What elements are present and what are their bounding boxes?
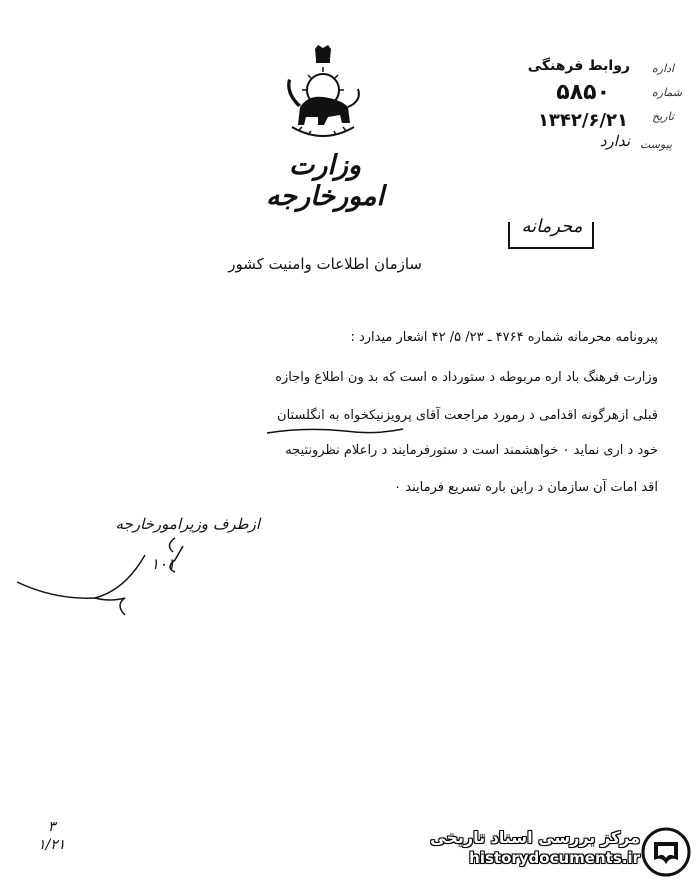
margin-note-line: ۳	[47, 819, 56, 835]
watermark-name: مرکز بررسی اسناد تاریخی	[430, 828, 640, 847]
body-line: وزارت فرهنگ باد اره مربوطه د ستورداد ه است که بد ون اطلاع واجازه	[275, 370, 658, 385]
attachment-label: پیوست	[640, 138, 673, 151]
watermark	[430, 828, 640, 867]
date-label: تاریخ	[652, 110, 674, 123]
number-value: ۵۸۵۰	[556, 80, 610, 105]
handwritten-underline	[265, 425, 405, 439]
body-line: قبلی ازهرگونه اقدامی د رمورد مراجعت آقای پرویزنیکخواه به انگلستان	[277, 408, 658, 423]
confidential-stamp: محرمانه	[521, 216, 583, 237]
watermark-url: historydocuments.ir	[469, 849, 640, 867]
signature-title: ازطرف وزیرامورخارجه	[115, 515, 260, 533]
attachment-value: ندارد	[599, 132, 630, 150]
date-value: ۱۳۴۲/۶/۲۱	[537, 110, 628, 131]
recipient: سازمان اطلاعات وامنیت کشور	[228, 255, 422, 273]
margin-note-line: ۱/۲۱	[38, 837, 66, 853]
handwritten-signature	[15, 520, 235, 620]
lion-and-sun-emblem-icon	[278, 45, 368, 150]
signature-initials: ۱۰۱	[150, 555, 175, 573]
body-line: اقد امات آن سازمان د راین باره تسریع فرمایند ۰	[394, 480, 658, 495]
margin-note	[38, 818, 65, 854]
office-value: روابط فرهنگی	[527, 58, 630, 74]
archive-center-logo-icon	[640, 826, 692, 878]
body-line: پیرونامه محرمانه شماره ۴۷۶۴ ـ ۲۳/ ۵/ ۴۲ اشعار میدارد :	[350, 330, 658, 345]
ministry-title: وزارت امورخارجه	[265, 150, 385, 212]
body-line: خود د اری نماید ۰ خواهشمند است د ستورفرمایند د راعلام نظرونتیجه	[285, 443, 658, 458]
number-label: شماره	[652, 86, 683, 99]
office-label: اداره	[652, 62, 675, 75]
